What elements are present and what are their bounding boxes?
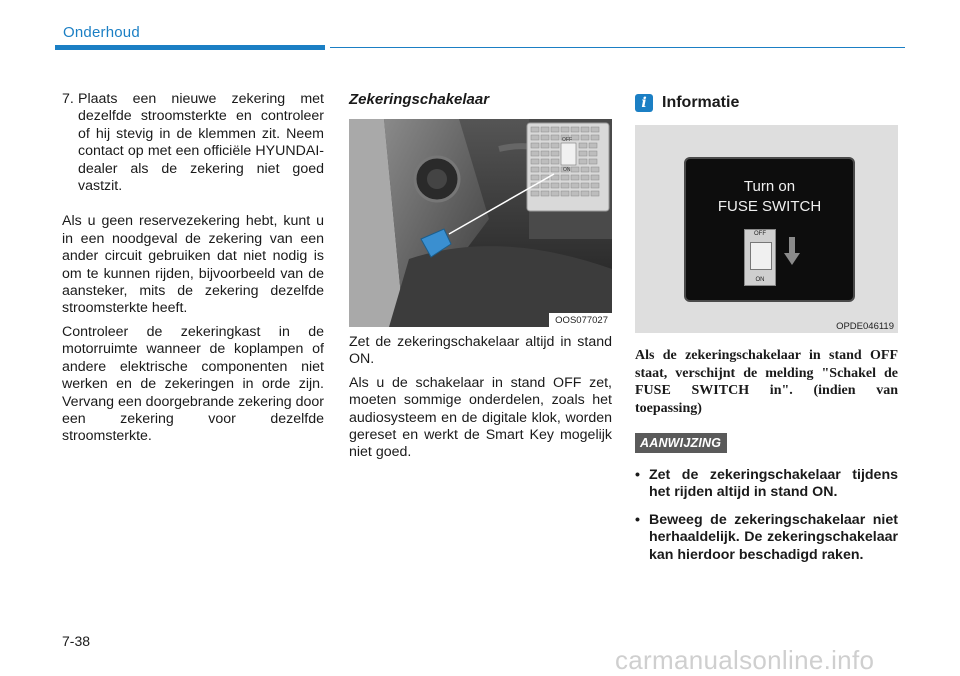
warning-label: AANWIJZING [635,433,727,453]
info-icon: i [635,94,653,112]
list-item [635,467,898,502]
heading-zekeringschakelaar: Zekeringschakelaar [349,91,490,108]
bullet: • [635,467,640,483]
figure-label: OPDE046119 [830,319,898,333]
cluster-message-figure [635,125,898,333]
figure-label: OOS077027 [549,313,612,327]
info-note: Als de zekeringschakelaar in stand OFF staat, verschijnt de melding "Schakel de FUSE SWITCH in". (indien van toepassing) [635,348,898,416]
header-rule-thin [330,47,905,48]
fusebox-panel [527,123,609,211]
column-right [635,94,898,574]
switch-lever [750,242,772,270]
bullet-text: Beweeg de zekeringschakelaar niet herhaaldelijk. De zekeringschakelaar kan hierdoor beschadigd raken. [649,511,898,563]
dashboard-illustration [349,119,612,327]
info-heading: Informatie [662,94,740,111]
switch-on-label: ON [755,277,765,283]
step-number: 7. [62,91,74,107]
bullet-text: Zet de zekeringschakelaar tijdens het rijden altijd in stand ON. [649,467,898,501]
section-title: Onderhoud [63,24,140,41]
fuse-switch [561,143,576,165]
switch-graphic [744,229,776,286]
paragraph-always-on: Zet de zekeringschakelaar altijd in stand ON. [349,334,612,368]
column-left [62,91,324,446]
fuse-switch-photo [349,119,612,327]
display-line-1: Turn on [743,178,796,195]
step-7 [62,91,324,195]
page-number: 7-38 [62,633,91,649]
header-rule-thick [55,45,325,50]
paragraph-off-effects: Als u de schakelaar in stand OFF zet, moeten sommige onderdelen, zoals het audiosysteem en de digitale klok, worden gereset en werkt de Smart Key mogelijk niet goed. [349,374,612,461]
cluster-display [684,157,855,302]
step-text: Plaats een nieuwe zekering met dezelfde stroomsterkte en controleer of hij stevig in de klemmen zit. Neem contact op met een officiële HYUNDAI-dealer als de zekering niet goed vastzit. [78,91,324,195]
paragraph-check-fusebox: Controleer de zekeringkast in de motorruimte wanneer de koplampen of andere elektrische componenten niet werken en de zekeringen in orde zijn. Vervang een doorgebrande zekering door een zekering voor dezelfde stroomsterkte. [62,323,324,445]
bullet: • [635,511,640,528]
list-item [635,512,898,564]
warning-label-wrap [635,433,898,453]
column-middle [349,91,612,462]
paragraph-spare-fuse: Als u geen reservezekering hebt, kunt u in een noodgeval de zekering van een ander circuit gebruiken dat niet nodig is om te kunnen rijden, bijvoorbeeld van de aansteker, mits de zekering dezelfde stroomsterkte heeft. [62,213,324,317]
info-header [635,94,898,112]
display-line-2: FUSE SWITCH [717,198,822,215]
switch-off-label: OFF [754,231,766,237]
fusebox-on-label: ON [563,167,571,173]
fusebox-off-label: OFF [562,137,572,143]
arrow-down-icon [784,237,800,267]
watermark: carmanualsonline.info [615,645,875,675]
warning-list [635,467,898,564]
